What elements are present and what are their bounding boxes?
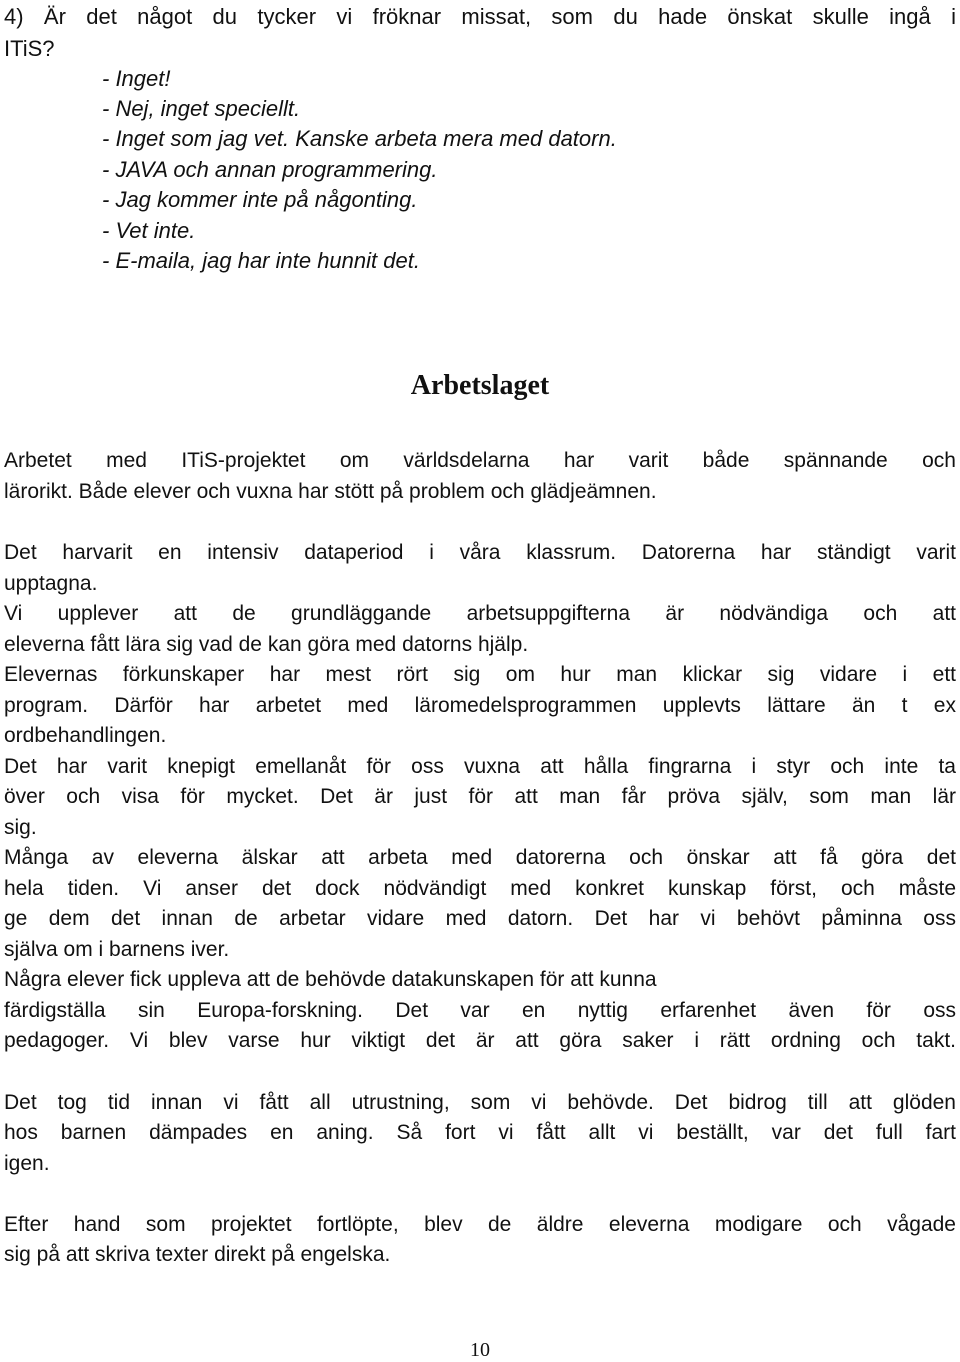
paragraph-line: Det har varit knepigt emellanåt för oss vuxna att hålla fingrarna i styr och inte ta <box>4 755 956 778</box>
answer-item: - JAVA och annan programmering. <box>102 157 438 182</box>
question-line-2: ITiS? <box>4 36 55 61</box>
paragraph-line: upptagna. <box>4 572 98 595</box>
paragraph-line: Vi upplever att de grundläggande arbetsuppgifterna är nödvändiga och att <box>4 602 956 625</box>
paragraph-line: igen. <box>4 1152 50 1175</box>
answer-item: - Inget som jag vet. Kanske arbeta mera med datorn. <box>102 126 617 151</box>
answer-item: - Jag kommer inte på någonting. <box>102 187 418 212</box>
question-line-1: 4) Är det något du tycker vi fröknar missat, som du hade önskat skulle ingå i <box>4 4 956 29</box>
paragraph-line: hos barnen dämpades en aning. Så fort vi fått allt vi beställt, var det full fart <box>4 1121 956 1144</box>
paragraph-line: Elevernas förkunskaper har mest rört sig om hur man klickar sig vidare i ett <box>4 663 956 686</box>
paragraph-line: sig. <box>4 816 37 839</box>
page-number: 10 <box>470 1339 490 1361</box>
paragraph-line: själva om i barnens iver. <box>4 938 230 961</box>
section-title: Arbetslaget <box>410 370 550 401</box>
answer-item: - Vet inte. <box>102 218 196 243</box>
paragraph-line: färdigställa sin Europa-forskning. Det var en nyttig erfarenhet även för oss <box>4 999 956 1022</box>
paragraph-line: hela tiden. Vi anser det dock nödvändigt med konkret kunskap först, och måste <box>4 877 956 900</box>
paragraph-line: sig på att skriva texter direkt på engelska. <box>4 1243 391 1266</box>
paragraph-line: över och visa för mycket. Det är just för att man får pröva själv, som man lär <box>4 785 956 808</box>
answer-item: - E-maila, jag har inte hunnit det. <box>102 248 420 273</box>
paragraph-line: Många av eleverna älskar att arbeta med datorerna och önskar att få göra det <box>4 846 956 869</box>
paragraph-line: lärorikt. Både elever och vuxna har stött på problem och glädjeämnen. <box>4 480 657 503</box>
paragraph-line: ge dem det innan de arbetar vidare med datorn. Det har vi behövt påminna oss <box>4 907 956 930</box>
paragraph-line: ordbehandlingen. <box>4 724 167 747</box>
paragraph-line: Det harvarit en intensiv dataperiod i våra klassrum. Datorerna har ständigt varit <box>4 541 956 564</box>
paragraph-line: Efter hand som projektet fortlöpte, blev de äldre eleverna modigare och vågade <box>4 1213 956 1236</box>
answer-item: - Inget! <box>102 66 171 91</box>
paragraph-line: Det tog tid innan vi fått all utrustning, som vi behövde. Det bidrog till att glöden <box>4 1091 956 1114</box>
paragraph-line: pedagoger. Vi blev varse hur viktigt det är att göra saker i rätt ordning och takt. <box>4 1029 956 1052</box>
answer-item: - Nej, inget speciellt. <box>102 96 301 121</box>
paragraph-line: eleverna fått lära sig vad de kan göra med datorns hjälp. <box>4 633 529 656</box>
paragraph-line: Arbetet med ITiS-projektet om världsdelarna har varit både spännande och <box>4 449 956 472</box>
paragraph-line: program. Därför har arbetet med läromedelsprogrammen upplevts lättare än t ex <box>4 694 956 717</box>
paragraph-line: Några elever fick uppleva att de behövde datakunskapen för att kunna <box>4 968 657 991</box>
